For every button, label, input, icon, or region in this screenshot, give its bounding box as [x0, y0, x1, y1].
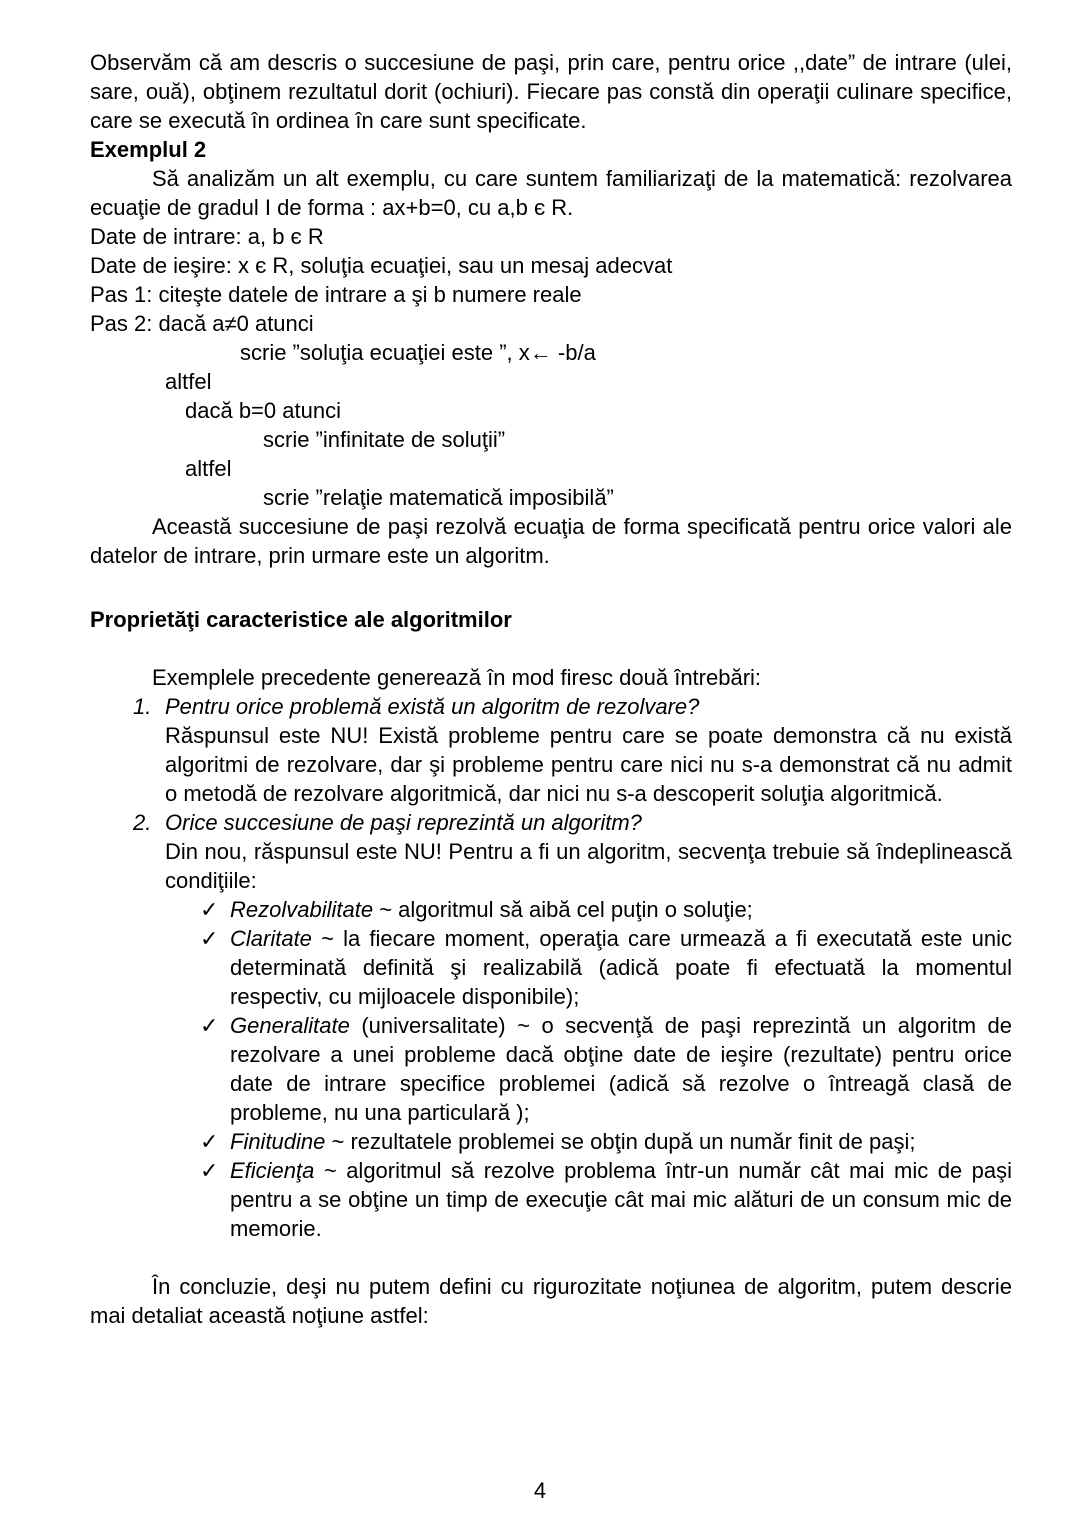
question-2-text: Orice succesiune de paşi reprezintă un algoritm? — [165, 810, 642, 835]
condition-text: ~ algoritmul să aibă cel puţin o soluţie; — [373, 897, 753, 922]
condition-term: Rezolvabilitate — [230, 897, 374, 922]
question-2-answer: Din nou, răspunsul este NU! Pentru a fi un algoritm, secvenţa trebuie să îndeplinească condiţiile: — [165, 839, 1012, 893]
algo-line-input: Date de intrare: a, b є R — [90, 224, 324, 249]
question-1-number: 1. — [133, 694, 152, 719]
condition-term: Finitudine — [230, 1129, 326, 1154]
question-2-line — [133, 808, 1012, 837]
condition-term: Claritate — [230, 926, 312, 951]
checkmark-icon: ✓ — [200, 897, 219, 922]
algo-line-impossible: scrie ”relaţie matematică imposibilă” — [263, 485, 614, 510]
checkmark-icon: ✓ — [200, 1013, 219, 1038]
example2-heading: Exemplul 2 — [90, 137, 207, 162]
condition-text: ~ algoritmul să rezolve problema într-un număr cât mai mic de paşi pentru a se obţine un timp de execuţie cât mai mic alături de un consum mic de memorie. — [230, 1158, 1012, 1241]
checkmark-icon: ✓ — [200, 1158, 219, 1183]
algo-line-then: scrie ”soluţia ecuaţiei este ”, x← -b/a — [240, 340, 596, 365]
algo-line-else2: altfel — [185, 456, 232, 481]
condition-text: (universalitate) ~ o secvenţă de paşi reprezintă un algoritm de rezolvare a unei probleme dacă obţine date de ieşire (rezultate) pentru orice date de intrare specifice problemei (adică să rezolve o întreagă clasă de probleme, nu una particulară ); — [230, 1013, 1012, 1125]
condition-rezolvabilitate — [200, 895, 1012, 924]
intro-paragraph: Observăm că am descris o succesiune de paşi, prin care, pentru orice ,,date” de intrare (ulei, sare, ouă), obţinem rezultatul dorit (ochiuri). Fiecare pas constă din operaţii culinare specifice, care se execută în ordinea în care sunt specificate. — [90, 50, 1012, 133]
algo-line-step1: Pas 1: citeşte datele de intrare a şi b numere reale — [90, 282, 582, 307]
condition-text: ~ la fiecare moment, operaţia care urmează a fi executată este unic determinată definită şi realizabilă (adică poate fi efectuată la momentul respectiv, cu mijloacele disponibile); — [230, 926, 1012, 1009]
question-1-text: Pentru orice problemă există un algoritm de rezolvare? — [165, 694, 700, 719]
question-2-number: 2. — [133, 810, 152, 835]
question-item-1 — [133, 692, 1012, 808]
condition-term: Eficienţa — [230, 1158, 315, 1183]
condition-term: Generalitate — [230, 1013, 350, 1038]
question-1-answer: Răspunsul este NU! Există probleme pentru care se poate demonstra că nu există algoritmi de rezolvare, dar şi probleme pentru care nici nu s-a demonstrat că nu admit o metodă de rezolvare algoritmică, dar nici nu s-a descoperit soluţia algoritmică. — [165, 723, 1012, 806]
properties-heading: Proprietăţi caracteristice ale algoritmilor — [90, 607, 512, 632]
algo-line-output: Date de ieşire: x є R, soluţia ecuaţiei, sau un mesaj adecvat — [90, 253, 673, 278]
page-number: 4 — [533, 1478, 547, 1503]
condition-text: ~ rezultatele problemei se obţin după un număr finit de paşi; — [325, 1129, 916, 1154]
algo-line-step2: Pas 2: dacă a≠0 atunci — [90, 311, 314, 336]
condition-eficienta — [200, 1156, 1012, 1243]
checkmark-icon: ✓ — [200, 926, 219, 951]
question-item-2 — [133, 808, 1012, 895]
question-1-line — [133, 692, 1012, 721]
algo-line-if-b: dacă b=0 atunci — [185, 398, 341, 423]
algo-line-else1: altfel — [165, 369, 212, 394]
example2-closing-paragraph: Această succesiune de paşi rezolvă ecuaţia de forma specificată pentru orice valori ale datelor de intrare, prin urmare este un algoritm. — [90, 514, 1012, 568]
condition-finitudine — [200, 1127, 1012, 1156]
algo-line-infinity: scrie ”infinitate de soluţii” — [263, 427, 506, 452]
example2-paragraph: Să analizăm un alt exemplu, cu care suntem familiarizaţi de la matematică: rezolvarea ecuaţie de gradul I de forma : ax+b=0, cu a,b є R. — [90, 166, 1012, 220]
conclusion-paragraph: În concluzie, deşi nu putem defini cu rigurozitate noţiunea de algoritm, putem descrie mai detaliat această noţiune astfel: — [90, 1274, 1012, 1328]
condition-generalitate — [200, 1011, 1012, 1127]
properties-intro: Exemplele precedente generează în mod firesc două întrebări: — [152, 665, 762, 690]
checkmark-icon: ✓ — [200, 1129, 219, 1154]
condition-claritate — [200, 924, 1012, 1011]
